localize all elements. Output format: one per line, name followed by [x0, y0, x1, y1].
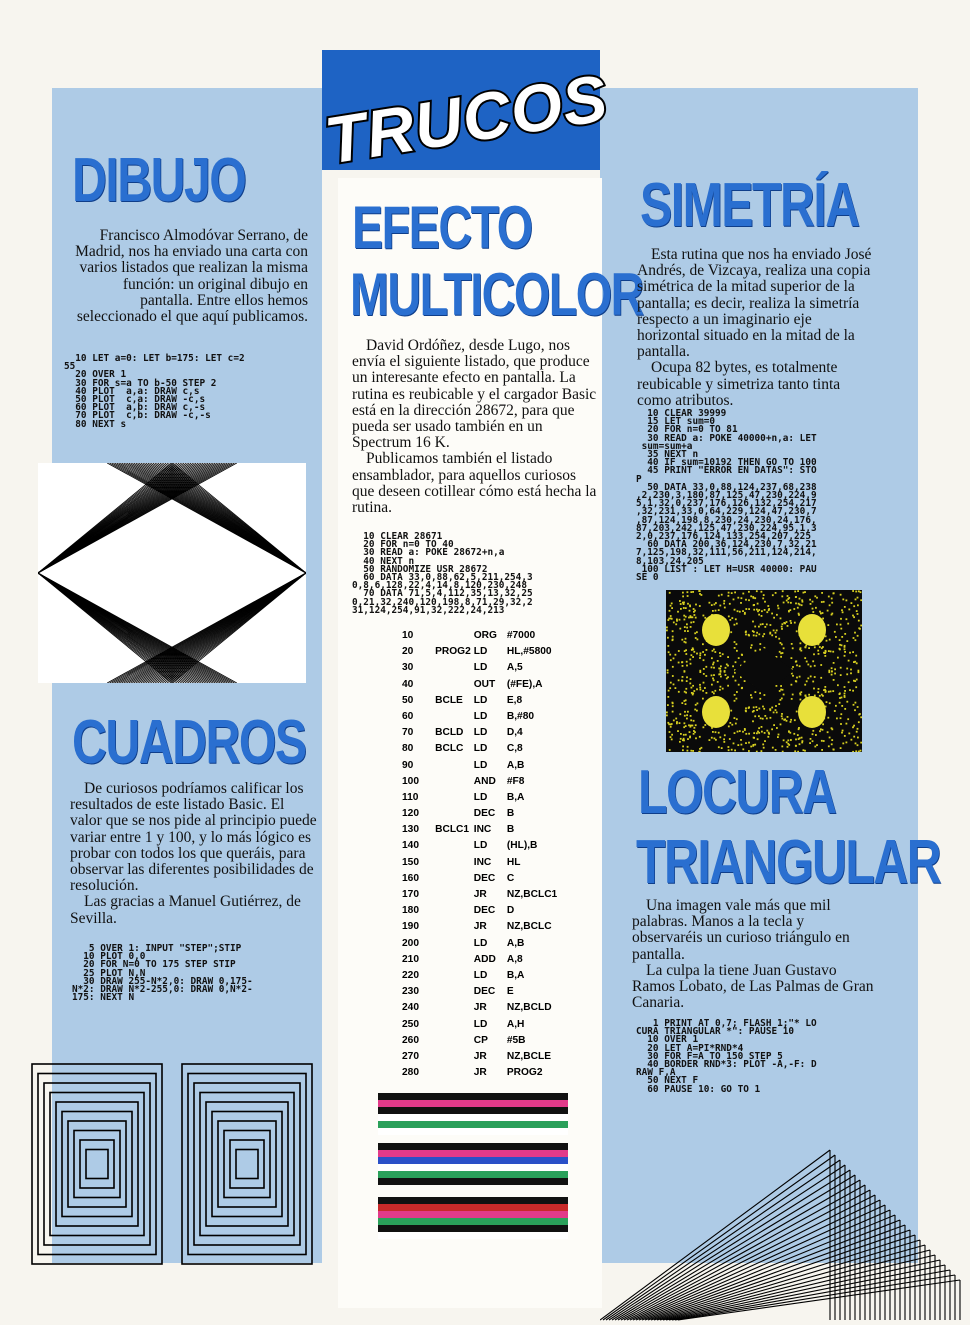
asm-opcode: DEC: [473, 872, 496, 884]
asm-operand: E,8: [506, 694, 523, 706]
asm-opcode: CP: [473, 1034, 488, 1046]
asm-opcode: LD: [473, 694, 488, 706]
asm-line-number: 130: [402, 824, 419, 836]
asm-line-number: 160: [402, 872, 419, 884]
asm-label: [435, 857, 474, 873]
simetria-listing: 10 CLEAR 39999 15 LET sum=0 20 FOR n=0 TO 81 30 READ a: POKE 40000+n,a: LET sum=sum+a 35 NEXT n 40 IF sum=10192 THEN GO TO 100 45 PRINT "ERROR EN DATAS": STO P 50 DATA 33,0,88,124,237,68,238 ,2,230,3,180,87,125,47,230,224,9 5,1,32,0,237,176,126,132,254,217 ,32,231,33,0,64,229,124,47,230,7 ,87,124,198,8,230,24,230,24,176, 87,203,242,125,47,230,224,95,1,3 2,0,237,176,124,133,254,207,225 60 DATA 200,36,124,230,7,32,21 7,125,198,32,111,56,211,124,214, 8,103,24,205 100 LIST : LET H=USR 40000: PAU SE 0: [636, 408, 817, 584]
cuadros-title: CUADROS: [72, 708, 306, 777]
asm-label: [435, 1019, 474, 1035]
asm-line-number: 260: [402, 1034, 419, 1046]
asm-line-number: 200: [402, 937, 419, 949]
locura-picture: [600, 1140, 970, 1325]
asm-operand: HL,#5800: [506, 646, 552, 658]
asm-operand: C: [506, 872, 515, 884]
dibujo-picture: [38, 463, 306, 683]
asm-opcode: JR: [473, 921, 487, 933]
asm-line-number: 240: [402, 1002, 419, 1014]
asm-label: [435, 792, 474, 808]
asm-row: [402, 857, 562, 873]
asm-operand: A,B: [506, 759, 525, 771]
asm-operand: NZ,BCLD: [506, 1002, 552, 1014]
asm-label: [435, 630, 474, 646]
asm-operand: E: [506, 986, 514, 998]
asm-row: [402, 662, 562, 678]
asm-opcode: JR: [473, 1002, 487, 1014]
asm-row: [402, 840, 562, 856]
assembler-listing: [402, 630, 562, 1083]
asm-label: [435, 889, 474, 905]
asm-row: [402, 986, 562, 1002]
locura-listing: 1 PRINT AT 0,7; FLASH 1;"* LO CURA TRIANGULAR *": PAUSE 10 10 OVER 1 20 LET A=PI*RND*4 30 FOR F=A TO 150 STEP 5 40 BORDER RND*3: PLOT -A,-F: D RAW F,A 50 NEXT F 60 PAUSE 10: GO TO 1: [636, 1018, 817, 1095]
asm-opcode: ORG: [473, 630, 497, 641]
asm-opcode: LD: [473, 743, 488, 755]
asm-opcode: LD: [473, 791, 488, 803]
asm-label: [435, 970, 474, 986]
asm-operand: A,B: [506, 937, 525, 949]
asm-row: [402, 776, 562, 792]
asm-operand: (#FE),A: [506, 678, 543, 690]
multicolor-stripes-bottom: [378, 1197, 568, 1239]
asm-opcode: LD: [473, 727, 488, 739]
asm-row: [402, 970, 562, 986]
asm-line-number: 110: [402, 791, 419, 803]
asm-opcode: DEC: [473, 808, 496, 820]
cuadros-picture: [22, 1060, 322, 1270]
asm-label: [435, 760, 474, 776]
asm-opcode: JR: [473, 1067, 487, 1079]
asm-row: [402, 743, 562, 759]
asm-operand: (HL),B: [506, 840, 538, 852]
asm-opcode: JR: [473, 1050, 487, 1062]
locura-title-2: TRIANGULAR: [636, 828, 941, 897]
asm-row: [402, 1002, 562, 1018]
asm-operand: D,4: [506, 727, 523, 739]
asm-label: PROG2: [435, 646, 471, 658]
simetria-paragraph-2: Ocupa 82 bytes, es totalmente reubicable y simetriza tanto tinta como atributos.: [637, 359, 841, 409]
asm-line-number: 120: [402, 808, 419, 820]
asm-operand: C,8: [506, 743, 523, 755]
asm-row: [402, 646, 562, 662]
simetria-body: [637, 247, 877, 409]
asm-line-number: 180: [402, 905, 419, 917]
asm-operand: PROG2: [506, 1067, 543, 1079]
asm-label: [435, 1035, 474, 1051]
asm-row: [402, 824, 562, 840]
efecto-paragraph-2: Publicamos también el listado ensamblador, para aquellos curiosos que deseen cotillear cómo está hecha la rutina.: [352, 450, 597, 517]
multicolor-stripes-top: [378, 1093, 568, 1135]
locura-paragraph-2: La culpa la tiene Juan Gustavo Ramos Lobato, de Las Palmas de Gran Canaria.: [632, 961, 874, 1012]
asm-opcode: LD: [473, 937, 488, 949]
efecto-title-2: MULTICOLOR: [350, 261, 643, 328]
asm-row: [402, 695, 562, 711]
asm-operand: A,5: [506, 662, 523, 674]
efecto-paragraph-1: David Ordóñez, desde Lugo, nos envía el siguiente listado, que produce un interesante efecto en pantalla. La rutina es reubicable y el cargador Basic está en la dirección 28672, para que pueda ser usado también en un Spectrum 16 K.: [352, 337, 597, 452]
efecto-listing: 10 CLEAR 28671 20 FOR n=0 TO 40 30 READ a: POKE 28672+n,a 40 NEXT n 50 RANDOMIZE USR 28672 60 DATA 33,0,88,62,5,211,254,3 0,8,6,128,22,4,14,8,120,230,248 70 DATA 71,5,4,112,35,13,32,25 0,21,32,240,120,198,8,71,29,32,2 31,124,254,91,32,222,24,213: [352, 531, 533, 616]
asm-label: [435, 921, 474, 937]
asm-label: [435, 954, 474, 970]
asm-line-number: 40: [402, 678, 414, 690]
asm-opcode: LD: [473, 646, 488, 658]
trucos-banner: [305, 42, 625, 182]
asm-operand: #7000: [506, 630, 536, 641]
asm-row: [402, 808, 562, 824]
asm-opcode: LD: [473, 969, 488, 981]
asm-row: [402, 1051, 562, 1067]
asm-operand: #5B: [506, 1034, 526, 1046]
asm-label: [435, 1002, 474, 1018]
locura-paragraph-1: Una imagen vale más que mil palabras. Manos a la tecla y observaréis un curioso triángulo en pantalla.: [632, 897, 850, 963]
asm-row: [402, 905, 562, 921]
asm-label: BCLE: [435, 694, 463, 706]
asm-label: [435, 1051, 474, 1067]
locura-body: [632, 898, 874, 1011]
asm-line-number: 220: [402, 969, 419, 981]
asm-line-number: 230: [402, 986, 419, 998]
asm-opcode: OUT: [473, 678, 496, 690]
cuadros-paragraph-1: De curiosos podríamos calificar los resultados de este listado Basic. El valor que se nos pide al principio puede variar entre 1 y 100, y lo más lógico es probar con todos los que queráis, para observar las diferentes posibilidades de resolución.: [70, 780, 317, 895]
asm-line-number: 70: [402, 727, 414, 739]
asm-row: [402, 938, 562, 954]
dibujo-title: DIBUJO: [72, 146, 246, 215]
asm-row: [402, 921, 562, 937]
asm-label: BCLD: [435, 727, 464, 739]
asm-row: [402, 889, 562, 905]
asm-line-number: 60: [402, 710, 414, 722]
simetria-paragraph-1: Esta rutina que nos ha enviado José Andrés, de Vizcaya, realiza una copia simétrica de la mitad superior de la pantalla; es decir, realiza la simetría respecto a un imaginario eje horizontal situado en la mitad de la pantalla.: [637, 246, 872, 361]
asm-operand: B,A: [506, 969, 525, 981]
asm-line-number: 100: [402, 775, 419, 787]
asm-operand: NZ,BCLC: [506, 921, 552, 933]
asm-row: [402, 711, 562, 727]
asm-label: [435, 808, 474, 824]
asm-operand: B,A: [506, 791, 525, 803]
asm-row: [402, 679, 562, 695]
asm-label: [435, 840, 474, 856]
cuadros-body: [70, 781, 318, 927]
asm-line-number: 50: [402, 694, 414, 706]
asm-row: [402, 792, 562, 808]
asm-operand: B: [506, 808, 515, 820]
asm-row: [402, 873, 562, 889]
asm-line-number: 10: [402, 630, 414, 641]
asm-line-number: 170: [402, 889, 419, 900]
asm-opcode: LD: [473, 759, 488, 771]
asm-line-number: 150: [402, 856, 419, 868]
asm-row: [402, 727, 562, 743]
asm-line-number: 140: [402, 840, 419, 852]
asm-operand: HL: [506, 856, 521, 868]
asm-opcode: AND: [473, 775, 496, 787]
asm-operand: B: [506, 824, 515, 836]
asm-row: [402, 1035, 562, 1051]
multicolor-stripes-mid: [378, 1143, 568, 1185]
asm-operand: #F8: [506, 775, 525, 787]
asm-operand: B,#80: [506, 710, 535, 722]
asm-label: [435, 711, 474, 727]
efecto-title-1: EFECTO: [352, 194, 532, 261]
asm-label: [435, 1067, 474, 1083]
cuadros-paragraph-2: Las gracias a Manuel Gutiérrez, de Sevilla.: [70, 893, 301, 927]
asm-opcode: LD: [473, 662, 488, 674]
simetria-picture: [666, 590, 862, 752]
asm-opcode: DEC: [473, 986, 496, 998]
asm-line-number: 80: [402, 743, 414, 755]
dibujo-listing: 10 LET a=0: LET b=175: LET c=2 55 20 OVER 1 30 FOR s=a TO b-50 STEP 2 40 PLOT a,a: DRAW c,s 50 PLOT c,a: DRAW -c,s 60 PLOT a,b: DRAW c,-s 70 PLOT c,b: DRAW -c,-s 80 NEXT s: [64, 353, 245, 430]
asm-line-number: 250: [402, 1018, 419, 1030]
asm-operand: NZ,BCLC1: [506, 889, 558, 900]
asm-row: [402, 1067, 562, 1083]
asm-label: [435, 679, 474, 695]
asm-line-number: 30: [402, 662, 414, 674]
asm-label: [435, 905, 474, 921]
asm-line-number: 90: [402, 759, 414, 771]
asm-line-number: 280: [402, 1067, 419, 1079]
asm-opcode: JR: [473, 889, 487, 900]
asm-label: [435, 776, 474, 792]
asm-line-number: 270: [402, 1050, 419, 1062]
asm-operand: NZ,BCLE: [506, 1050, 551, 1062]
asm-label: [435, 938, 474, 954]
asm-label: BCLC: [435, 743, 464, 755]
asm-label: [435, 662, 474, 678]
banner-title: TRUCOS: [320, 60, 613, 178]
asm-opcode: DEC: [473, 905, 496, 917]
asm-operand: D: [506, 905, 515, 917]
asm-opcode: INC: [473, 856, 492, 868]
asm-label: BCLC1: [435, 824, 470, 836]
cuadros-listing: 5 OVER 1: INPUT "STEP";STIP 10 PLOT 0,0 20 FOR N=0 TO 175 STEP STIP 25 PLOT N,N 30 DRAW 255-N*2,0: DRAW 0,175- N*2: DRAW N*2-255,0: DRAW 0,N*2- 175: NEXT N: [72, 943, 253, 1004]
asm-label: [435, 873, 474, 889]
locura-title-1: LOCURA: [638, 758, 836, 827]
asm-line-number: 20: [402, 646, 414, 658]
asm-label: [435, 986, 474, 1002]
asm-line-number: 210: [402, 953, 419, 965]
asm-operand: A,H: [506, 1018, 525, 1030]
asm-operand: A,8: [506, 953, 523, 965]
asm-row: [402, 1019, 562, 1035]
asm-opcode: ADD: [473, 953, 496, 965]
asm-row: [402, 630, 562, 646]
asm-opcode: INC: [473, 824, 492, 836]
dibujo-body: [68, 228, 308, 325]
asm-opcode: LD: [473, 710, 488, 722]
asm-opcode: LD: [473, 1018, 488, 1030]
asm-row: [402, 954, 562, 970]
simetria-title: SIMETRÍA: [640, 171, 859, 240]
dibujo-paragraph: Francisco Almodóvar Serrano, de Madrid, nos ha enviado una carta con varios listados que realizan la misma función: un original dibujo en pantalla. Entre ellos hemos seleccionado el que aquí publicamos.: [75, 227, 308, 326]
asm-row: [402, 760, 562, 776]
asm-line-number: 190: [402, 921, 419, 933]
efecto-body: [352, 338, 598, 516]
asm-opcode: LD: [473, 840, 488, 852]
